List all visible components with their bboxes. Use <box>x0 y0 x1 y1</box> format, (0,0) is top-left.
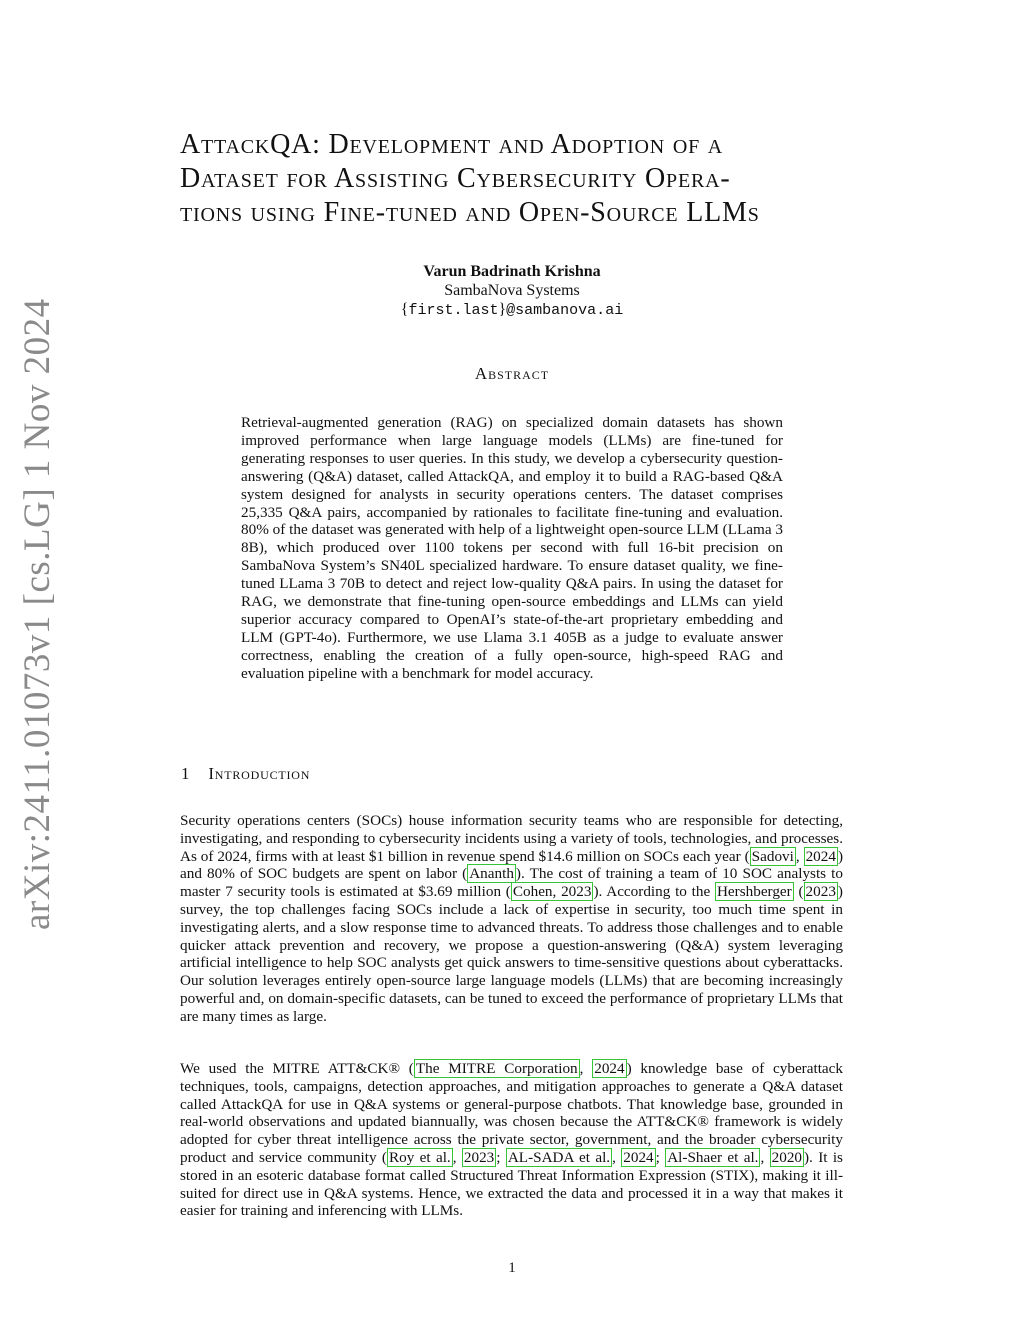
citation-link[interactable]: 2024 <box>805 847 836 865</box>
citation-link[interactable]: Al-Shaer et al. <box>667 1148 759 1166</box>
arxiv-identifier: arXiv:2411.01073v1 [cs.LG] 1 Nov 2024 <box>17 298 58 930</box>
text-run: , <box>579 1060 593 1077</box>
citation-link[interactable]: 2024 <box>623 1148 654 1166</box>
email-user: first.last <box>408 302 499 319</box>
citation-link[interactable]: Sadovi <box>751 847 794 865</box>
text-run: ; <box>496 1148 506 1166</box>
text-run: ) and 80% of SOC budgets are spent on labor ( <box>180 847 843 883</box>
citation-link[interactable]: 2023 <box>805 883 836 901</box>
title-line-1: AttackQA: Development and Adoption of a <box>180 129 724 160</box>
text-run: , <box>795 847 804 865</box>
text-run: , <box>452 1148 462 1166</box>
citation-link[interactable]: Hershberger <box>716 883 792 901</box>
citation-link[interactable]: The MITRE Corporation <box>415 1060 578 1077</box>
text-run: ). It is stored in an esoteric database format called Structured Threat Information Expression (STIX), making it ill-suited for direct use in Q&A systems. Hence, we extracted the data and processed it in a way that makes it easier for training and inferencing with LLMs. <box>180 1148 843 1220</box>
text-run: ( <box>793 883 804 901</box>
text-run: ). The cost of training a team of 10 SOC analysts to master 7 security tools is estimated at $3.69 million ( <box>180 865 843 901</box>
citation-link[interactable]: Cohen, 2023 <box>512 883 592 901</box>
text-run: We used the MITRE ATT&CK® ( <box>180 1060 414 1077</box>
page-number: 1 <box>508 1260 516 1276</box>
text-run: ) knowledge base of cyberattack techniques, tools, campaigns, detection approaches, and mitigation approaches to generate a Q&A dataset called AttackQA for use in Q&A systems or general-purpose chatbots. That knowledge base, grounded in real-world observations and updated biannually, was chosen because the ATT&CK® framework is widely adopted for cyber threat intelligence across the private sector, government, and the broader cybersecurity product and service community ( <box>180 1060 843 1166</box>
title-line-3: tions using Fine-tuned and Open-Source LLMs <box>180 197 760 228</box>
text-run: , <box>612 1148 622 1166</box>
section-title: Introduction <box>208 764 311 783</box>
text-run: , <box>760 1148 770 1166</box>
citation-link[interactable]: 2024 <box>594 1060 625 1077</box>
text-run: Security operations centers (SOCs) house information security teams who are responsible for detecting, investigating, and responding to cybersecurity incidents using a variety of tools, technologies, and processes. As of 2024, firms with at least $1 billion in revenue spend $14.6 million on SOCs each year ( <box>180 812 843 865</box>
title-line-2: Dataset for Assisting Cybersecurity Opera- <box>180 163 731 194</box>
citation-link[interactable]: 2023 <box>463 1148 495 1166</box>
author-affiliation: SambaNova Systems <box>444 282 580 299</box>
text-run: ) survey, the top challenges facing SOCs include a lack of expertise in security, too much time spent in investigating alerts, and a slow response time to advanced threats. To address those challenges and to enable quicker attack prevention and recovery, we propose a question-answering (Q&A) system leveraging artificial intelligence to help SOC analysts get quick answers to time-sensitive questions about cyberattacks. Our solution leverages entirely open-source large language models (LLMs) that are becoming increasingly powerful and, on domain-specific datasets, can be tuned to exceed the performance of proprietary LLMs that are many times as large. <box>180 883 843 1025</box>
section-number: 1 <box>181 764 191 783</box>
author-email <box>0 300 1024 321</box>
text-run: ). According to the <box>593 883 715 901</box>
author-block <box>0 262 1024 321</box>
citation-link[interactable]: Roy et al. <box>388 1148 451 1166</box>
intro-paragraph-2 <box>180 1060 843 1220</box>
citation-link[interactable]: AL-SADA et al. <box>507 1148 611 1166</box>
intro-paragraph-1 <box>180 812 843 1026</box>
text-run: ; <box>655 1148 666 1166</box>
email-brace-close: } <box>498 301 507 318</box>
section-heading <box>181 764 310 784</box>
email-brace-open: { <box>400 301 409 318</box>
abstract-heading: Abstract <box>474 364 550 383</box>
paper-title <box>180 128 842 230</box>
citation-link[interactable]: 2020 <box>771 1148 802 1166</box>
email-domain: @sambanova.ai <box>506 302 624 319</box>
citation-link[interactable]: Ananth <box>469 865 514 883</box>
abstract-text: Retrieval-augmented generation (RAG) on specialized domain datasets has shown improved performance when large language models (LLMs) are fine-tuned for generating responses to user queries. In this study, we develop a cybersecurity question-answering (Q&A) dataset, called AttackQA, and employ it to build a RAG-based Q&A system designed for analysts in security operations centers. The dataset comprises 25,335 Q&A pairs, accompanied by rationales to facilitate fine-tuning and evaluation. 80% of the dataset was generated with help of a lightweight open-source LLM (LLama 3 8B), which produced over 1100 tokens per second with full 16-bit precision on SambaNova System’s SN40L specialized hardware. To ensure dataset quality, we fine-tuned LLama 3 70B to detect and reject low-quality Q&A pairs. In using the dataset for RAG, we demonstrate that fine-tuning open-source embeddings and LLMs can yield superior accuracy compared to OpenAI’s state-of-the-art proprietary embedding and LLM (GPT-4o). Furthermore, we use Llama 3.1 405B as a judge to evaluate answer correctness, enabling the creation of a fully open-source, high-speed RAG and evaluation pipeline with a benchmark for model accuracy. <box>241 414 783 682</box>
author-name: Varun Badrinath Krishna <box>423 263 601 280</box>
